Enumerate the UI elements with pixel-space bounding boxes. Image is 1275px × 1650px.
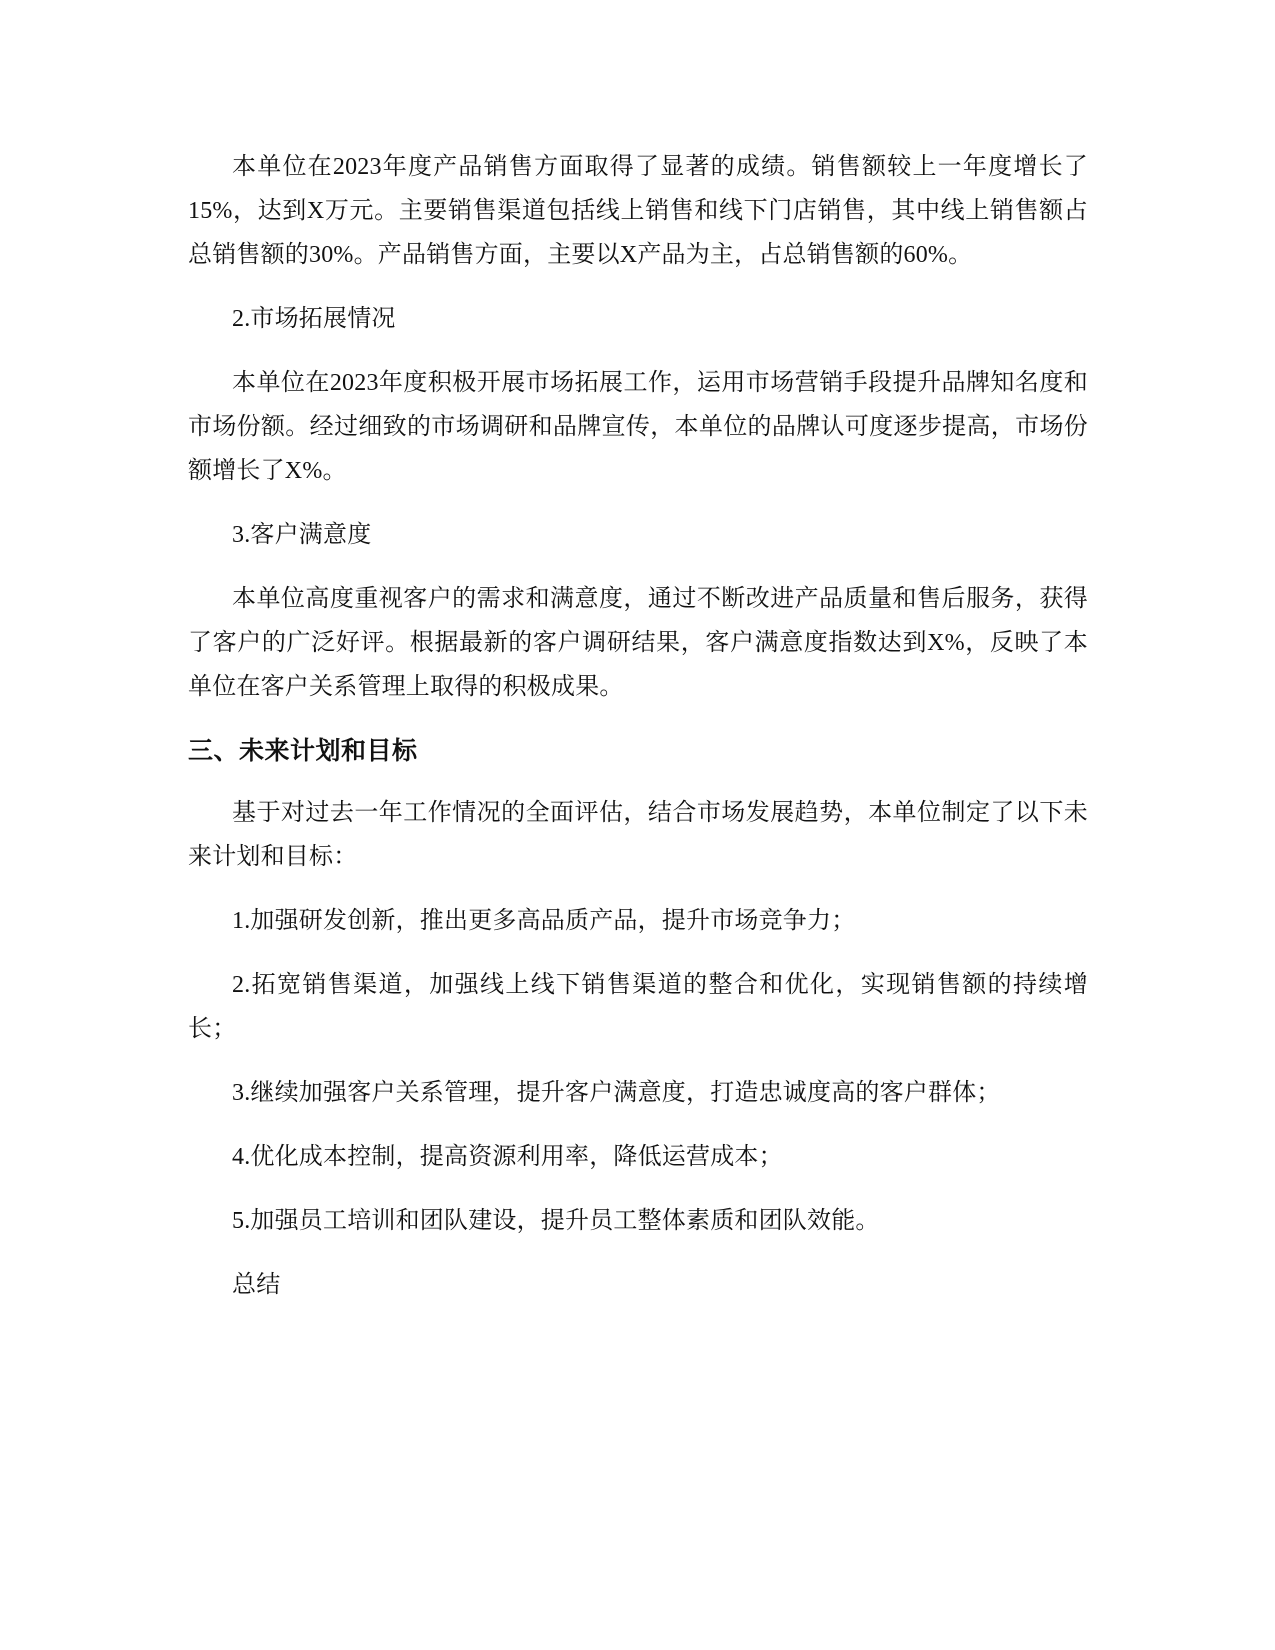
- plan-intro-paragraph: 基于对过去一年工作情况的全面评估，结合市场发展趋势，本单位制定了以下未来计划和目标：: [188, 800, 1088, 870]
- sales-paragraph: 本单位在2023年度产品销售方面取得了显著的成绩。销售额较上一年度增长了15%，达到X万元。主要销售渠道包括线上销售和线下门店销售，其中线上销售额占总销售额的30%。产品销售方面，主要以X产品为主，占总销售额的60%。: [188, 154, 1088, 268]
- plan-item-1: 1.加强研发创新，推出更多高品质产品，提升市场竞争力；: [232, 908, 856, 934]
- section-three-heading: 三、未来计划和目标: [188, 736, 418, 765]
- plan-item-4: 4.优化成本控制，提高资源利用率，降低运营成本；: [232, 1144, 783, 1170]
- customer-paragraph: 本单位高度重视客户的需求和满意度，通过不断改进产品质量和售后服务，获得了客户的广泛好评。根据最新的客户调研结果，客户满意度指数达到X%，反映了本单位在客户关系管理上取得的积极成果。: [188, 586, 1088, 700]
- plan-item-3: 3.继续加强客户关系管理，提升客户满意度，打造忠诚度高的客户群体；: [232, 1080, 1001, 1106]
- customer-subheading: 3.客户满意度: [232, 522, 372, 548]
- plan-item-5: 5.加强员工培训和团队建设，提升员工整体素质和团队效能。: [232, 1208, 880, 1234]
- market-subheading: 2.市场拓展情况: [232, 306, 396, 332]
- summary-heading: 总结: [232, 1272, 281, 1298]
- market-paragraph: 本单位在2023年度积极开展市场拓展工作，运用市场营销手段提升品牌知名度和市场份额。经过细致的市场调研和品牌宣传，本单位的品牌认可度逐步提高，市场份额增长了X%。: [188, 370, 1088, 484]
- plan-item-2: 2.拓宽销售渠道，加强线上线下销售渠道的整合和优化，实现销售额的持续增长；: [188, 972, 1088, 1042]
- document-body: [188, 145, 1088, 1327]
